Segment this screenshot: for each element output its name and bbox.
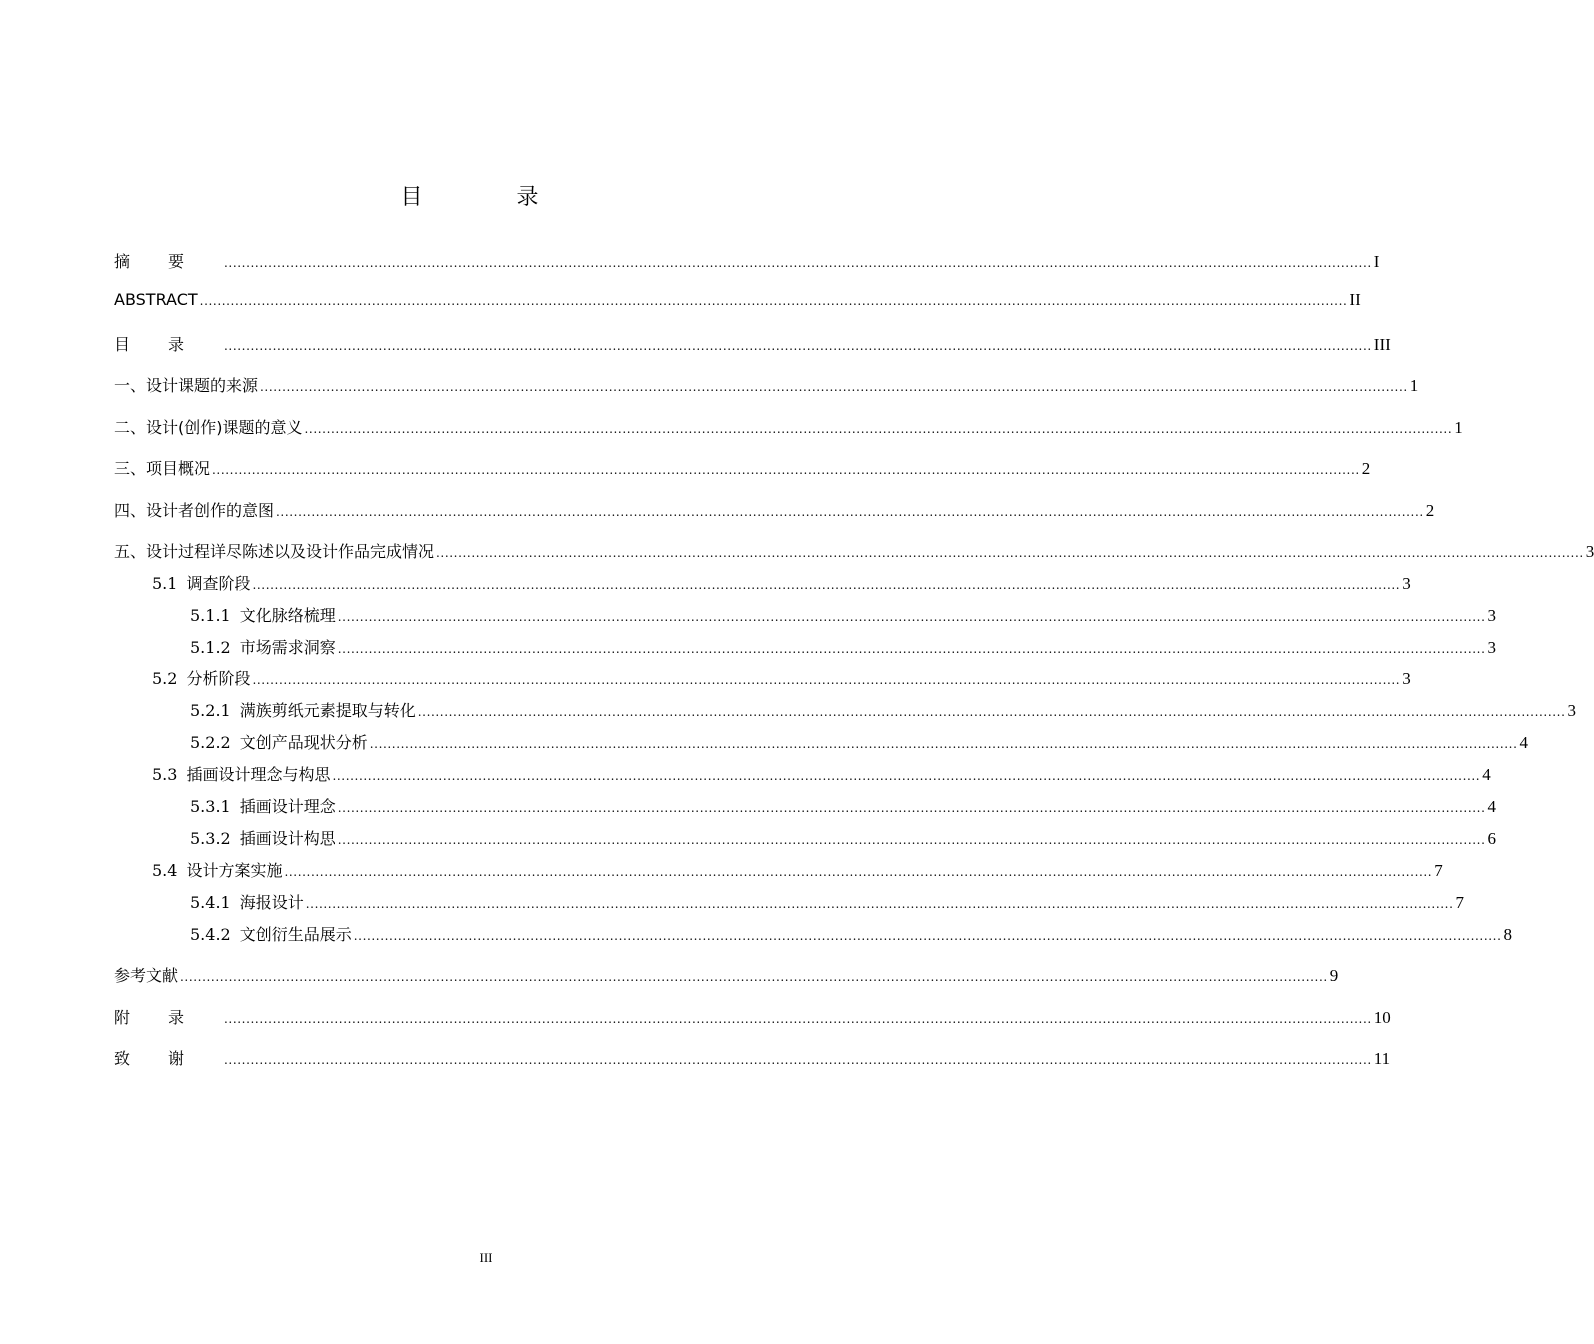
toc-entry-chapter-2[interactable] (114, 415, 1463, 438)
dot-leader: .................................................................................................................................................................................................................................................................... (252, 578, 1401, 592)
toc-entry-5-2-1[interactable] (190, 698, 1576, 721)
toc-entry-label: 插画设计构思 (239, 829, 336, 848)
toc-entry-page: 4 (1487, 797, 1496, 816)
toc-entry-page: 1 (1409, 376, 1419, 395)
toc-entry-5-2-2[interactable] (190, 730, 1528, 753)
toc-entry-label: 调查阶段 (186, 574, 251, 593)
dot-leader: .................................................................................................................................................................................................................................................................... (332, 769, 1481, 783)
dot-leader: .................................................................................................................................................................................................................................................................... (180, 970, 1328, 984)
toc-entry-page: 2 (1361, 459, 1371, 478)
toc-entry-chapter-3[interactable] (114, 456, 1371, 479)
toc-entry-page: II (1349, 290, 1361, 309)
toc-entry-label: 摘要 (114, 252, 223, 271)
dot-leader: .................................................................................................................................................................................................................................................................... (369, 737, 1518, 751)
section-number: 5.4.2 (190, 925, 231, 944)
toc-entry-5-1-2[interactable] (190, 635, 1496, 658)
toc-entry-page: 6 (1487, 829, 1496, 848)
dot-leader: .................................................................................................................................................................................................................................................................... (337, 610, 1486, 624)
toc-entry-page: III (1373, 335, 1391, 354)
dot-leader: .................................................................................................................................................................................................................................................................... (284, 865, 1433, 879)
dot-leader: .................................................................................................................................................................................................................................................................... (436, 546, 1584, 560)
toc-entry-label: 设计方案实施 (186, 861, 283, 880)
toc-entry-label: 四、设计者创作的意图 (114, 501, 275, 520)
dot-leader: .................................................................................................................................................................................................................................................................... (304, 422, 1453, 436)
toc-entry-label: 五、设计过程详尽陈述以及设计作品完成情况 (114, 542, 435, 561)
toc-entry-label: 附录 (114, 1008, 223, 1027)
dot-leader: .................................................................................................................................................................................................................................................................... (260, 380, 1408, 394)
section-number: 5.3.1 (190, 797, 231, 816)
toc-entry-label: ABSTRACT (114, 290, 198, 309)
toc-entry-page: 4 (1482, 765, 1491, 784)
section-number: 5.4.1 (190, 893, 231, 912)
toc-entry-references[interactable] (114, 963, 1339, 986)
dot-leader: .................................................................................................................................................................................................................................................................... (224, 1012, 1372, 1026)
toc-entry-appendix[interactable] (114, 1005, 1391, 1028)
section-number: 5.4 (152, 861, 178, 880)
toc-entry-label: 市场需求洞察 (239, 638, 336, 657)
toc-entry-label: 参考文献 (114, 966, 179, 985)
toc-entry-chapter-5[interactable] (114, 539, 1594, 562)
toc-entry-page: 11 (1373, 1049, 1391, 1068)
toc-entry-page: 3 (1487, 638, 1496, 657)
dot-leader: .................................................................................................................................................................................................................................................................... (199, 294, 1348, 308)
toc-entry-page: 3 (1402, 574, 1411, 593)
toc-entry-page: 8 (1503, 925, 1512, 944)
toc-entry-acknowledgements[interactable] (114, 1046, 1391, 1069)
section-number: 5.2 (152, 669, 178, 688)
dot-leader: .................................................................................................................................................................................................................................................................... (276, 505, 1424, 519)
section-number: 5.1.2 (190, 638, 231, 657)
toc-entry-5-4-1[interactable] (190, 890, 1464, 913)
toc-entry-page: 3 (1402, 669, 1411, 688)
dot-leader: .................................................................................................................................................................................................................................................................... (252, 673, 1401, 687)
toc-entry-chapter-1[interactable] (114, 373, 1419, 396)
toc-entry-page: 3 (1487, 606, 1496, 625)
toc-entry-label: 一、设计课题的来源 (114, 376, 259, 395)
toc-entry-5-3-2[interactable] (190, 826, 1496, 849)
toc-entry-page: 7 (1434, 861, 1443, 880)
dot-leader: .................................................................................................................................................................................................................................................................... (305, 897, 1454, 911)
toc-entry-page: 7 (1455, 893, 1464, 912)
toc-entry-contents[interactable] (114, 332, 1391, 355)
dot-leader: .................................................................................................................................................................................................................................................................... (337, 801, 1486, 815)
toc-title: 目 录 (400, 185, 575, 210)
toc-entry-page: 1 (1454, 418, 1463, 437)
toc-entry-5-4-2[interactable] (190, 922, 1512, 945)
toc-entry-5-1-1[interactable] (190, 603, 1496, 626)
toc-entry-abstract-en[interactable] (114, 290, 1361, 310)
dot-leader: .................................................................................................................................................................................................................................................................... (337, 642, 1486, 656)
toc-entry-5-3[interactable] (152, 762, 1491, 785)
toc-entry-page: 3 (1567, 701, 1576, 720)
dot-leader: .................................................................................................................................................................................................................................................................... (224, 339, 1372, 353)
section-number: 5.3 (152, 765, 178, 784)
page-number-footer: III (479, 1250, 493, 1265)
toc-entry-label: 满族剪纸元素提取与转化 (239, 701, 416, 720)
toc-entry-abstract-cn[interactable] (114, 249, 1380, 272)
toc-entry-chapter-4[interactable] (114, 498, 1435, 521)
toc-entry-label: 二、设计(创作)课题的意义 (114, 418, 303, 437)
section-number: 5.2.1 (190, 701, 231, 720)
dot-leader: .................................................................................................................................................................................................................................................................... (417, 705, 1566, 719)
dot-leader: .................................................................................................................................................................................................................................................................... (224, 1053, 1372, 1067)
toc-entry-label: 致谢 (114, 1049, 223, 1068)
toc-entry-page: 2 (1425, 501, 1435, 520)
toc-entry-label: 插画设计理念与构思 (186, 765, 331, 784)
toc-entry-5-4[interactable] (152, 858, 1443, 881)
dot-leader: .................................................................................................................................................................................................................................................................... (353, 929, 1502, 943)
toc-entry-label: 分析阶段 (186, 669, 251, 688)
toc-entry-label: 海报设计 (239, 893, 304, 912)
toc-entry-5-2[interactable] (152, 666, 1411, 689)
dot-leader: .................................................................................................................................................................................................................................................................... (337, 833, 1486, 847)
toc-entry-page: 10 (1373, 1008, 1391, 1027)
toc-entry-label: 文化脉络梳理 (239, 606, 336, 625)
toc-entry-label: 目录 (114, 335, 223, 354)
toc-entry-5-1[interactable] (152, 571, 1411, 594)
toc-entry-label: 插画设计理念 (239, 797, 336, 816)
toc-entry-page: 3 (1585, 542, 1594, 561)
toc-entry-label: 文创衍生品展示 (239, 925, 352, 944)
dot-leader: .................................................................................................................................................................................................................................................................... (212, 463, 1360, 477)
toc-entry-page: 9 (1329, 966, 1339, 985)
section-number: 5.2.2 (190, 733, 231, 752)
toc-entry-label: 文创产品现状分析 (239, 733, 368, 752)
toc-entry-page: 4 (1519, 733, 1528, 752)
section-number: 5.3.2 (190, 829, 231, 848)
dot-leader: .................................................................................................................................................................................................................................................................... (224, 256, 1372, 270)
toc-entry-label: 三、项目概况 (114, 459, 211, 478)
section-number: 5.1.1 (190, 606, 231, 625)
section-number: 5.1 (152, 574, 178, 593)
toc-entry-5-3-1[interactable] (190, 794, 1496, 817)
toc-entry-page: I (1373, 252, 1380, 271)
